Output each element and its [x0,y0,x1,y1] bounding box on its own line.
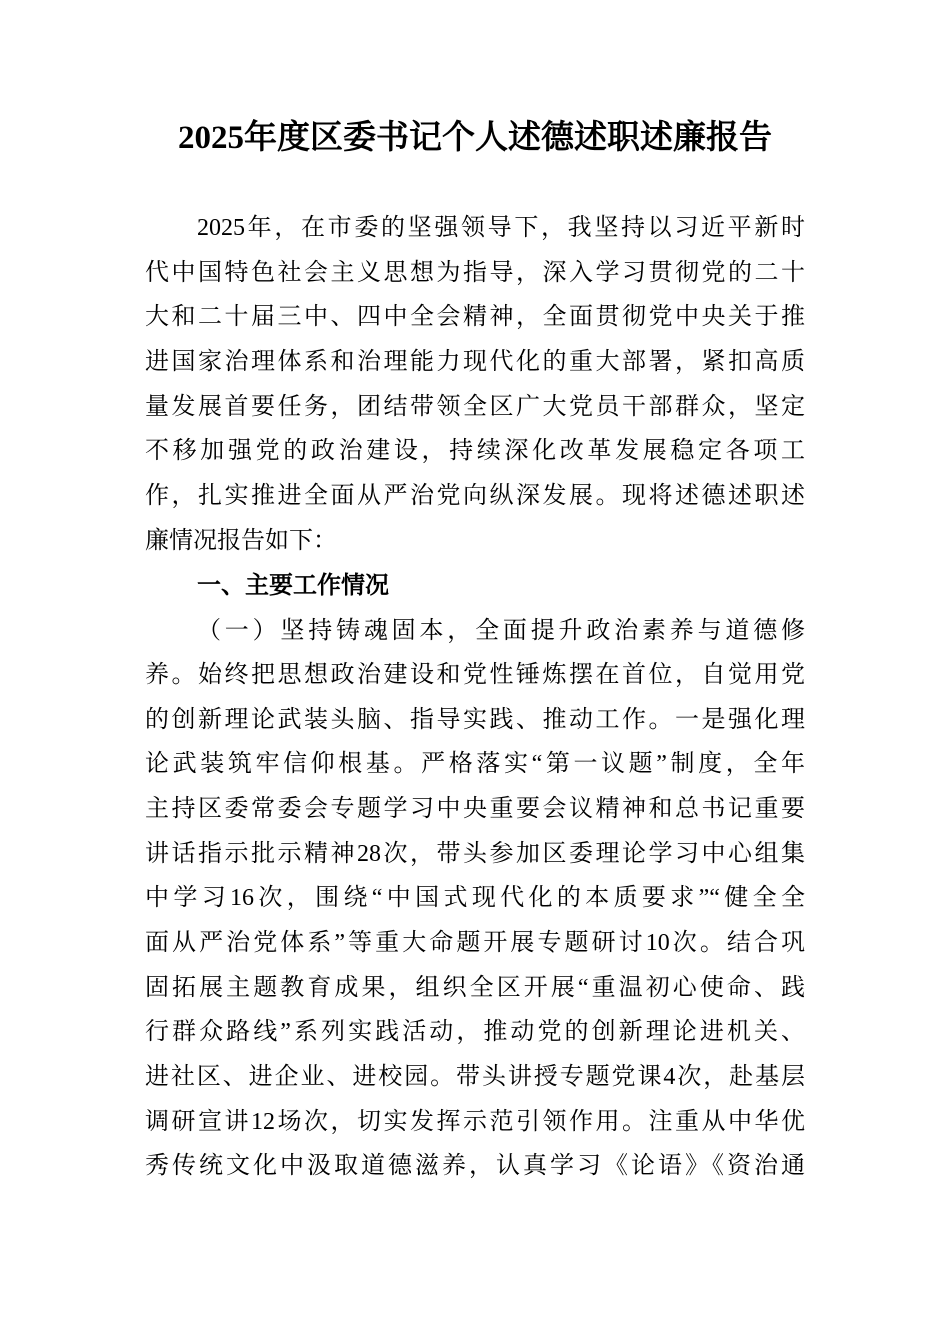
paragraph-line: 面从严治党体系”等重大命题开展专题研讨10次。结合巩 [145,930,805,956]
subsection-heading: （一）坚持铸魂固本，全面提升政治素养与道德修 [197,616,805,645]
paragraph-line: 讲话指示批示精神28次，带头参加区委理论学习中心组集 [145,840,805,867]
document-body [145,206,805,1189]
paragraph-line: 廉情况报告如下： [145,527,337,554]
paragraph-line: 量发展首要任务，团结带领全区广大党员干部群众，坚定 [145,393,805,420]
paragraph-line: 的创新理论武装头脑、指导实践、推动工作。一是强化理 [145,706,805,733]
paragraph-line: 中学习16次，围绕“中国式现代化的本质要求”“健全全 [145,885,805,912]
paragraph-line: 调研宣讲12场次，切实发挥示范引领作用。注重从中华优 [145,1108,805,1135]
paragraph-line: 主持区委常委会专题学习中央重要会议精神和总书记重要 [145,795,805,822]
paragraph-line: 大和二十届三中、四中全会精神，全面贯彻党中央关于推 [145,304,805,331]
paragraph-line: 养。始终把思想政治建设和党性锤炼摆在首位，自觉用党 [145,661,805,688]
paragraph-line: 进社区、进企业、进校园。带头讲授专题党课4次，赴基层 [145,1064,805,1091]
paragraph-line: 论武装筑牢信仰根基。严格落实“第一议题”制度，全年 [145,751,805,778]
document-title: 2025年度区委书记个人述德述职述廉报告 [178,120,772,156]
paragraph-line: 秀传统文化中汲取道德滋养，认真学习《论语》《资治通 [145,1153,805,1180]
paragraph-line: 不移加强党的政治建设，持续深化改革发展稳定各项工 [145,438,805,465]
paragraph-line: 固拓展主题教育成果，组织全区开展“重温初心使命、践 [145,974,805,1001]
section-heading: 一、主要工作情况 [197,571,389,599]
paragraph-line: 代中国特色社会主义思想为指导，深入学习贯彻党的二十 [145,259,805,286]
paragraph-line: 行群众路线”系列实践活动，推动党的创新理论进机关、 [145,1019,805,1046]
paragraph-line: 进国家治理体系和治理能力现代化的重大部署，紧扣高质 [145,349,805,376]
paragraph-line: 作，扎实推进全面从严治党向纵深发展。现将述德述职述 [145,483,805,510]
paragraph-line: 2025年，在市委的坚强领导下，我坚持以习近平新时 [197,215,805,241]
